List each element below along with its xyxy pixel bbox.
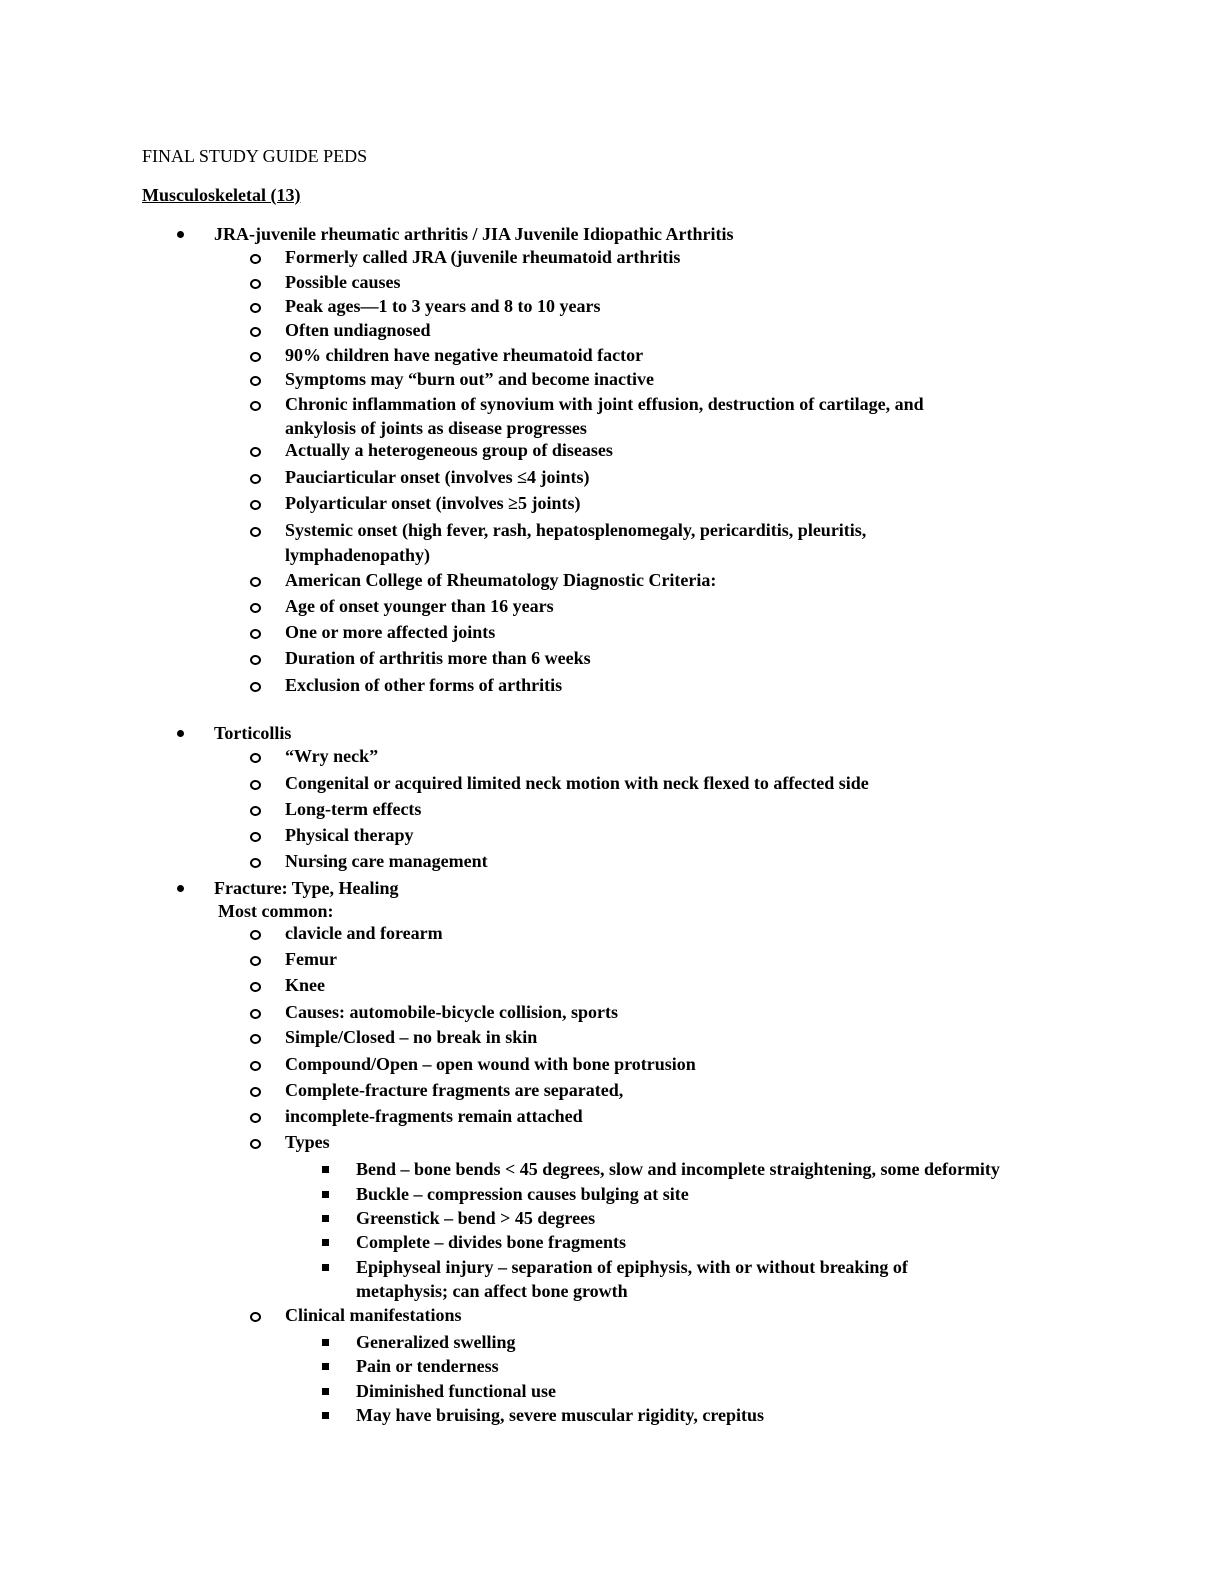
list-item: Age of onset younger than 16 years [285,596,554,616]
circle-bullet-icon [250,474,261,484]
list-item: clavicle and forearm [285,923,443,943]
circle-bullet-icon [250,401,261,411]
list-item: Greenstick – bend > 45 degrees [356,1208,596,1228]
list-item: Peak ages—1 to 3 years and 8 to 10 years [285,296,601,316]
document-title: FINAL STUDY GUIDE PEDS [142,146,368,166]
circle-bullet-icon [250,930,261,940]
circle-bullet-icon [250,780,261,790]
list-item: Duration of arthritis more than 6 weeks [285,648,591,668]
circle-bullet-icon [250,500,261,510]
list-item: Diminished functional use [356,1381,557,1401]
circle-bullet-icon [250,858,261,868]
list-item: Exclusion of other forms of arthritis [285,675,563,695]
list-item: Knee [285,975,325,995]
circle-bullet-icon [250,1139,261,1149]
circle-bullet-icon [250,753,261,763]
list-item: Generalized swelling [356,1332,516,1352]
circle-bullet-icon [250,956,261,966]
circle-bullet-icon [250,327,261,337]
bullet-icon [177,730,184,737]
list-item: May have bruising, severe muscular rigidity, crepitus [356,1405,764,1425]
list-item: Causes: automobile-bicycle collision, sports [285,1002,618,1022]
list-item: One or more affected joints [285,622,496,642]
topic-item: Torticollis [214,723,292,743]
list-item: Symptoms may “burn out” and become inactive [285,369,655,389]
topic-item: JRA-juvenile rheumatic arthritis / JIA Juvenile Idiopathic Arthritis [214,224,734,244]
list-item: 90% children have negative rheumatoid factor [285,345,644,365]
circle-bullet-icon [250,1312,261,1322]
list-item: lymphadenopathy) [285,545,431,565]
list-item: Femur [285,949,337,969]
circle-bullet-icon [250,629,261,639]
circle-bullet-icon [250,254,261,264]
list-item: Often undiagnosed [285,320,431,340]
circle-bullet-icon [250,527,261,537]
list-item: Formerly called JRA (juvenile rheumatoid arthritis [285,247,681,267]
list-item: Compound/Open – open wound with bone protrusion [285,1054,696,1074]
list-item: Complete-fracture fragments are separated, [285,1080,624,1100]
circle-bullet-icon [250,682,261,692]
list-item: Types [285,1132,330,1152]
list-item: “Wry neck” [285,746,379,766]
circle-bullet-icon [250,1087,261,1097]
list-item: Pain or tenderness [356,1356,499,1376]
list-item: Epiphyseal injury – separation of epiphysis, with or without breaking of [356,1257,908,1277]
list-item: Nursing care management [285,851,488,871]
circle-bullet-icon [250,832,261,842]
circle-bullet-icon [250,603,261,613]
list-item: Polyarticular onset (involves ≥5 joints) [285,493,581,513]
list-item: Systemic onset (high fever, rash, hepatosplenomegaly, pericarditis, pleuritis, [285,520,867,540]
list-item: ankylosis of joints as disease progresses [285,418,587,438]
list-item: Pauciarticular onset (involves ≤4 joints) [285,467,590,487]
circle-bullet-icon [250,352,261,362]
list-item: incomplete-fragments remain attached [285,1106,583,1126]
list-item: Chronic inflammation of synovium with joint effusion, destruction of cartilage, and [285,394,924,414]
circle-bullet-icon [250,376,261,386]
square-bullet-icon [322,1363,329,1370]
square-bullet-icon [322,1339,329,1346]
list-item: American College of Rheumatology Diagnostic Criteria: [285,570,717,590]
circle-bullet-icon [250,806,261,816]
list-item: Actually a heterogeneous group of diseases [285,440,613,460]
subheading: Most common: [218,901,334,921]
list-item: Physical therapy [285,825,414,845]
list-item: Possible causes [285,272,401,292]
circle-bullet-icon [250,1113,261,1123]
circle-bullet-icon [250,577,261,587]
circle-bullet-icon [250,655,261,665]
circle-bullet-icon [250,1034,261,1044]
list-item: Simple/Closed – no break in skin [285,1027,538,1047]
list-item: Long-term effects [285,799,422,819]
section-heading-musculoskeletal: Musculoskeletal (13) [142,185,301,205]
circle-bullet-icon [250,279,261,289]
circle-bullet-icon [250,982,261,992]
bullet-icon [177,231,184,238]
square-bullet-icon [322,1239,329,1246]
list-item: Complete – divides bone fragments [356,1232,626,1252]
square-bullet-icon [322,1388,329,1395]
square-bullet-icon [322,1412,329,1419]
square-bullet-icon [322,1191,329,1198]
list-item: metaphysis; can affect bone growth [356,1281,628,1301]
list-item: Clinical manifestations [285,1305,462,1325]
bullet-icon [177,885,184,892]
circle-bullet-icon [250,447,261,457]
topic-item: Fracture: Type, Healing [214,878,399,898]
circle-bullet-icon [250,1009,261,1019]
square-bullet-icon [322,1166,329,1173]
square-bullet-icon [322,1215,329,1222]
circle-bullet-icon [250,1061,261,1071]
square-bullet-icon [322,1264,329,1271]
circle-bullet-icon [250,303,261,313]
list-item: Buckle – compression causes bulging at site [356,1184,689,1204]
list-item: Congenital or acquired limited neck motion with neck flexed to affected side [285,773,869,793]
list-item: Bend – bone bends < 45 degrees, slow and incomplete straightening, some deformity [356,1159,1000,1179]
